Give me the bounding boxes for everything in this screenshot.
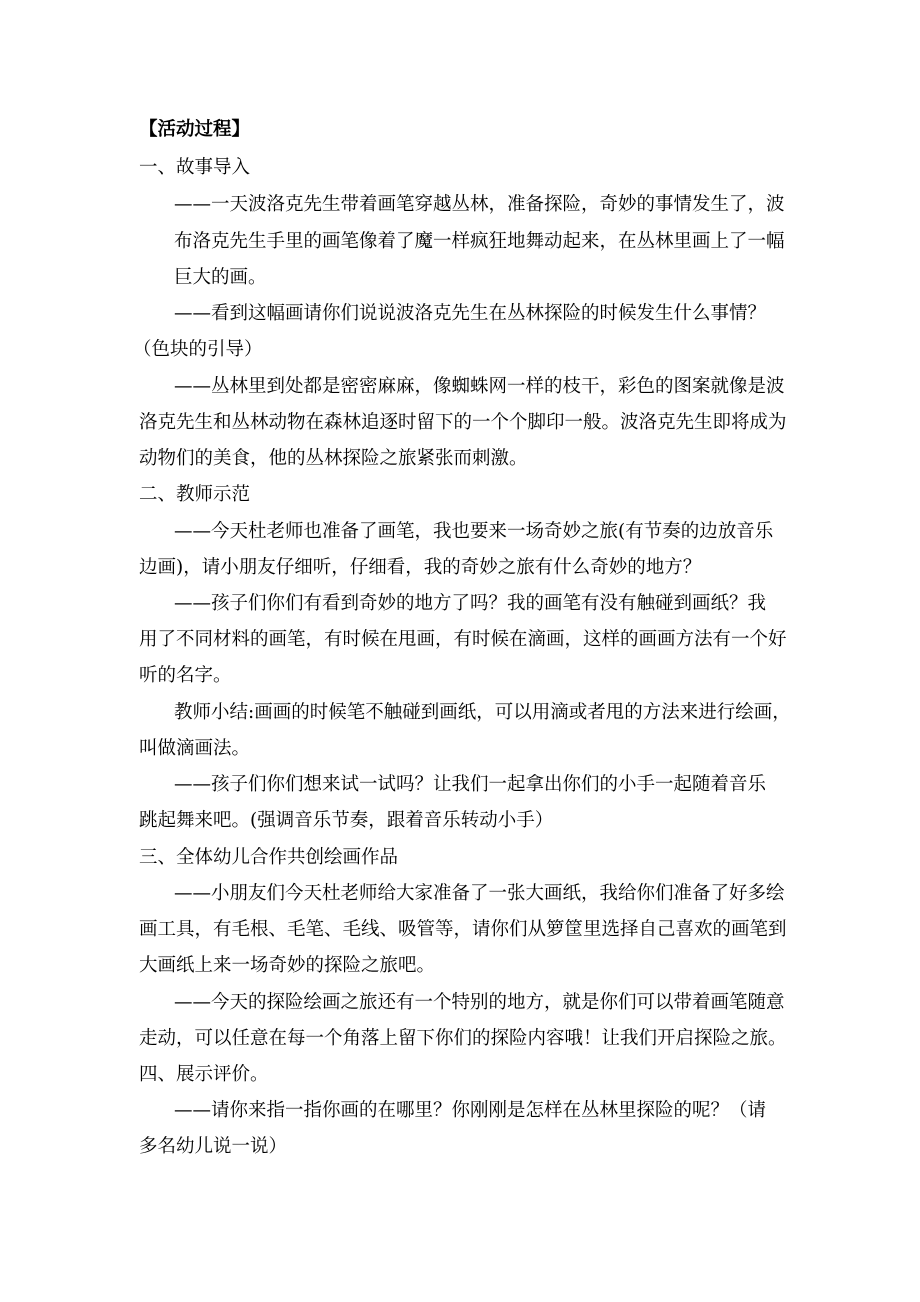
paragraph-line: 巨大的画。 [174,267,267,288]
paragraph-line: ——今天杜老师也准备了画笔，我也要来一场奇妙之旅(有节奏的边放音乐 [174,521,774,542]
paragraph-line: 大画纸上来一场奇妙的探险之旅吧。 [139,955,436,976]
paragraph-line: 走动，可以任意在每一个角落上留下你们的探险内容哦！让我们开启探险之旅。 [139,1028,787,1049]
paragraph-line: 教师小结:画画的时候笔不触碰到画纸，可以用滴或者甩的方法来进行绘画， [174,702,791,723]
section-heading-4: 四、展示评价。 [139,1064,269,1085]
paragraph-line: ——小朋友们今天杜老师给大家准备了一张大画纸，我给你们准备了好多绘 [174,883,785,904]
section-heading-3: 三、全体幼儿合作共创绘画作品 [139,847,399,868]
paragraph-line: ——请你来指一指你画的在哪里？你刚刚是怎样在丛林里探险的呢？（请 [174,1100,767,1121]
paragraph-line: 听的名字。 [139,665,232,686]
section-heading-2: 二、教师示范 [139,484,251,505]
paragraph-line: 多名幼儿说一说） [139,1136,288,1157]
paragraph-line: ——一天波洛克先生带着画笔穿越丛林，准备探险，奇妙的事情发生了，波 [174,194,785,215]
paragraph-line: 洛克先生和丛林动物在森林追逐时留下的一个个脚印一般。波洛克先生即将成为 [139,412,787,433]
paragraph-line: ——丛林里到处都是密密麻麻，像蜘蛛网一样的枝干，彩色的图案就像是波 [174,376,785,397]
paragraph-line: （色块的引导） [133,339,263,360]
section-heading-1: 一、故事导入 [139,157,251,178]
paragraph-line: 用了不同材料的画笔，有时候在甩画，有时候在滴画，这样的画画方法有一个好 [139,629,787,650]
paragraph-line: 布洛克先生手里的画笔像着了魔一样疯狂地舞动起来，在丛林里画上了一幅 [174,231,785,252]
paragraph-line: 跳起舞来吧。(强调音乐节奏，跟着音乐转动小手） [139,810,554,831]
paragraph-line: ——今天的探险绘画之旅还有一个特别的地方，就是你们可以带着画笔随意 [174,992,785,1013]
paragraph-line: ——孩子们你们想来试一试吗？让我们一起拿出你们的小手一起随着音乐 [174,774,767,795]
paragraph-line: ——孩子们你们有看到奇妙的地方了吗？我的画笔有没有触碰到画纸？我 [174,593,767,614]
paragraph-line: ——看到这幅画请你们说说波洛克先生在丛林探险的时候发生什么事情？ [174,303,767,324]
paragraph-line: 动物们的美食，他的丛林探险之旅紧张而刺激。 [139,448,528,469]
paragraph-line: 叫做滴画法。 [139,738,251,759]
page-title: 【活动过程】 [139,119,251,140]
paragraph-line: 画工具，有毛根、毛笔、毛线、吸管等，请你们从箩筐里选择自己喜欢的画笔到 [139,919,787,940]
paragraph-line: 边画)，请小朋友仔细听，仔细看，我的奇妙之旅有什么奇妙的地方？ [139,557,702,578]
